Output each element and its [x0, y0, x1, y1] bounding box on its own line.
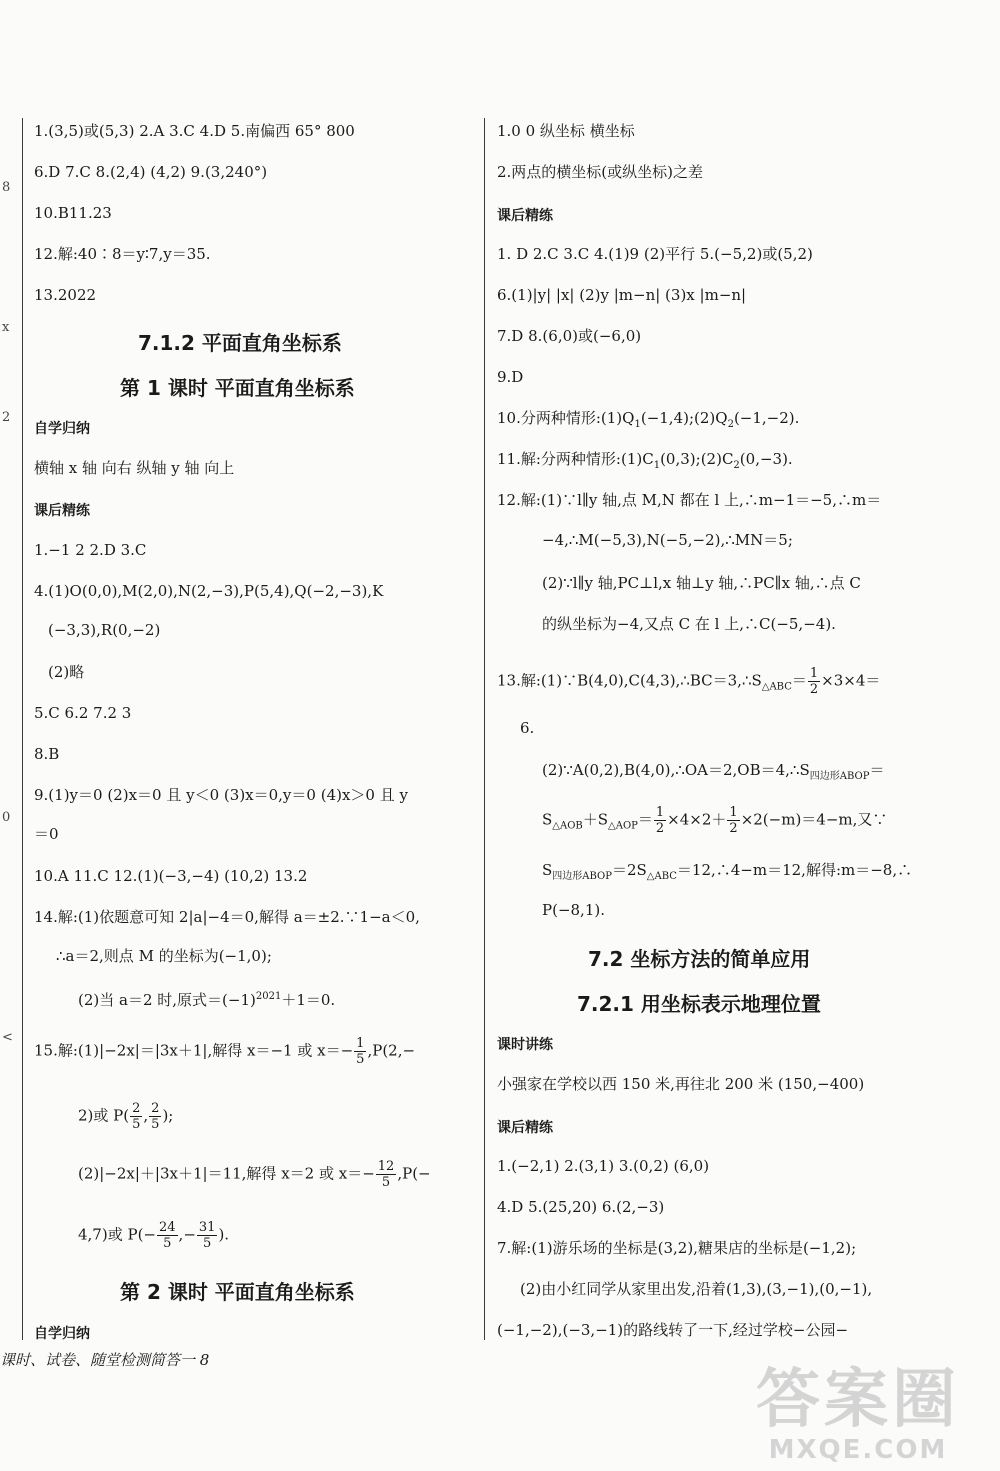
answer-line: 2.两点的横坐标(或纵坐标)之差: [497, 163, 704, 181]
numerator: 1: [655, 805, 665, 820]
text: (−1,−2).: [733, 409, 800, 427]
answer-line: [78, 987, 335, 1010]
denominator: 5: [203, 1236, 212, 1251]
answer-line: ＝0: [34, 825, 59, 843]
watermark: [756, 1365, 960, 1465]
column-divider: [484, 118, 485, 1340]
text: 11.解:分两种情形:(1)C: [497, 450, 654, 468]
text: 13.解:(1)∵B(4,0),C(4,3),∴BC＝3,∴S: [497, 671, 762, 690]
answer-line: 的纵坐标为−4,又点 C 在 l 上,∴C(−5,−4).: [542, 615, 836, 633]
subscript: △AOP: [608, 820, 638, 832]
subsection-label: 课时讲练: [497, 1037, 553, 1053]
section-heading: 7.1.2 平面直角坐标系: [138, 331, 342, 355]
answer-line: 4.(1)O(0,0),M(2,0),N(2,−3),P(5,4),Q(−2,−3),K: [34, 582, 384, 600]
answer-line: (2)由小红同学从家里出发,沿着(1,3),(3,−1),(0,−1),: [520, 1280, 873, 1298]
answer-line: (−3,3),R(0,−2): [48, 621, 161, 639]
edge-fragment: 2: [2, 410, 11, 425]
answer-line: [542, 805, 887, 837]
answer-line: 1.(3,5)或(5,3) 2.A 3.C 4.D 5.南偏西 65° 800: [34, 122, 355, 140]
answer-line: 4.D 5.(25,20) 6.(2,−3): [497, 1198, 665, 1216]
answer-line: 7.D 8.(6,0)或(−6,0): [497, 327, 642, 345]
subscript: 四边形ABOP: [552, 871, 612, 882]
answer-line: (−1,−2),(−3,−1)的路线转了一下,经过学校−公园−: [497, 1321, 849, 1339]
answer-line: 7.解:(1)游乐场的坐标是(3,2),糖果店的坐标是(−1,2);: [497, 1239, 857, 1257]
fraction: [727, 805, 739, 836]
subscript: 2: [727, 419, 734, 430]
fraction: [197, 1220, 218, 1251]
fraction: [654, 805, 666, 836]
text: ＝2S: [611, 861, 647, 879]
text: ×2(−m)＝4−m,又∵: [740, 810, 888, 829]
numerator: 1: [729, 805, 738, 820]
text: 4,7)或 P(−: [78, 1225, 156, 1244]
answer-line: [78, 1220, 229, 1251]
answer-line: 13.2022: [34, 286, 97, 304]
answer-line: 1.−1 2 2.D 3.C: [34, 541, 147, 559]
text: ＝: [791, 671, 807, 690]
text: S: [542, 861, 553, 879]
answer-line: 9.D: [497, 368, 524, 386]
section-heading: 7.2 坐标方法的简单应用: [588, 947, 811, 971]
text: );: [162, 1106, 174, 1125]
answer-line: 10.A 11.C 12.(1)(−3,−4) (10,2) 13.2: [34, 867, 308, 885]
text: ,−: [178, 1225, 196, 1244]
subsection-label: 课后精练: [34, 503, 90, 519]
text: ＝: [869, 761, 885, 779]
left-margin-rule: [22, 118, 23, 1340]
denominator: 5: [163, 1236, 172, 1251]
answer-line: [497, 666, 880, 698]
answer-line: 12.解:40∶8＝y∶7,y＝35.: [34, 245, 211, 263]
text: ＋S: [582, 810, 609, 829]
answer-line: 6.D 7.C 8.(2,4) (4,2) 9.(3,240°): [34, 163, 268, 181]
numerator: 1: [809, 666, 819, 681]
lesson-heading: 第 1 课时 平面直角坐标系: [120, 376, 355, 400]
text: ,P(2,−: [367, 1041, 416, 1060]
answer-line: [542, 760, 884, 787]
fraction: [157, 1220, 178, 1251]
answer-line: P(−8,1).: [542, 901, 605, 919]
answer-line: 10.B11.23: [34, 204, 112, 222]
subsection-label: 课后精练: [497, 208, 553, 224]
text: (−1,4);(2)Q: [640, 409, 728, 427]
denominator: 5: [132, 1117, 141, 1132]
text: (0,−3).: [739, 450, 793, 468]
edge-fragment: 0: [2, 810, 11, 825]
answer-line: [497, 408, 799, 435]
answer-line: [78, 1101, 173, 1132]
answer-line: ∴a＝2,则点 M 的坐标为(−1,0);: [56, 947, 272, 965]
answer-line: 9.(1)y＝0 (2)x＝0 且 y＜0 (3)x＝0,y＝0 (4)x＞0 且 y: [34, 786, 408, 804]
denominator: 2: [729, 821, 738, 836]
answer-line: 5.C 6.2 7.2 3: [34, 704, 132, 722]
answer-line: 12.解:(1)∵l∥y 轴,点 M,N 都在 l 上,∴m−1＝−5,∴m＝: [497, 491, 882, 509]
text: 10.分两种情形:(1)Q: [497, 409, 635, 427]
denominator: 5: [381, 1175, 391, 1190]
subscript: 1: [634, 419, 641, 430]
answer-line: 1.0 0 纵坐标 横坐标: [497, 122, 635, 140]
subscript: 四边形ABOP: [809, 771, 870, 782]
subsection-label: 自学归纳: [34, 421, 90, 437]
text: 2)或 P(: [78, 1106, 130, 1125]
text: ＋1＝0.: [281, 991, 336, 1009]
subsection-label: 自学归纳: [34, 1326, 90, 1342]
text: ×3×4＝: [821, 671, 881, 690]
text: ,P(−: [397, 1164, 431, 1183]
numerator: 1: [356, 1036, 365, 1051]
text: 15.解:(1)|−2x|＝|3x＋1|,解得 x＝−1 或 x＝−: [34, 1041, 354, 1060]
subscript: △ABC: [646, 871, 677, 882]
text: ×4×2＋: [667, 810, 727, 829]
denominator: 2: [809, 682, 819, 697]
subsection-label: 课后精练: [497, 1120, 553, 1136]
text: (0,3);(2)C: [660, 450, 734, 468]
answer-line: 8.B: [34, 745, 60, 763]
subscript: 2: [733, 460, 740, 471]
answer-line: 横轴 x 轴 向右 纵轴 y 轴 向上: [34, 459, 235, 477]
denominator: 5: [151, 1117, 160, 1132]
fraction: [376, 1159, 397, 1190]
text: ,: [143, 1106, 149, 1125]
answer-line: 1. D 2.C 3.C 4.(1)9 (2)平行 5.(−5,2)或(5,2): [497, 245, 813, 263]
answer-line: 1.(−2,1) 2.(3,1) 3.(0,2) (6,0): [497, 1157, 710, 1175]
text: ).: [218, 1225, 230, 1244]
edge-fragment: 8: [2, 180, 11, 195]
exponent: 2021: [255, 991, 282, 1002]
numerator: 12: [377, 1159, 395, 1174]
fraction: [354, 1036, 366, 1067]
fraction: [130, 1101, 142, 1132]
fraction: [149, 1101, 161, 1132]
answer-line: 6.: [520, 719, 535, 737]
text: ＝12,∴4−m＝12,解得:m＝−8,∴: [676, 861, 913, 879]
text: (2)当 a＝2 时,原式＝(−1): [78, 991, 256, 1009]
answer-line: (2)略: [48, 663, 85, 681]
section-heading: 7.2.1 用坐标表示地理位置: [577, 992, 821, 1016]
answer-line: [497, 449, 793, 476]
lesson-heading: 第 2 课时 平面直角坐标系: [120, 1280, 355, 1304]
edge-fragment: <: [2, 1030, 13, 1045]
subscript: △AOB: [552, 820, 583, 832]
answer-line: 14.解:(1)依题意可知 2|a|−4＝0,解得 a＝±2.∵1−a＜0,: [34, 908, 420, 926]
page-footer: 课时、试卷、随堂检测简答一 8: [0, 1351, 210, 1369]
numerator: 24: [159, 1220, 176, 1235]
subscript: △ABC: [761, 681, 792, 693]
answer-line: [78, 1159, 431, 1190]
numerator: 31: [198, 1220, 216, 1235]
edge-fragment: x: [2, 320, 10, 335]
answer-line: 6.(1)|y| |x| (2)y |m−n| (3)x |m−n|: [497, 286, 747, 304]
answer-line: −4,∴M(−5,3),N(−5,−2),∴MN＝5;: [542, 531, 793, 549]
text: S: [542, 810, 553, 829]
answer-line: [34, 1036, 415, 1067]
numerator: 2: [151, 1101, 160, 1116]
answer-line: [542, 860, 912, 887]
answer-line: 小强家在学校以西 150 米,再往北 200 米 (150,−400): [497, 1075, 865, 1093]
numerator: 2: [132, 1101, 141, 1116]
text: (2)∵A(0,2),B(4,0),∴OA＝2,OB＝4,∴S: [542, 761, 810, 779]
denominator: 2: [655, 821, 665, 836]
answer-line: (2)∵l∥y 轴,PC⊥l,x 轴⊥y 轴,∴PC∥x 轴,∴点 C: [542, 574, 861, 592]
fraction: [808, 666, 820, 697]
denominator: 5: [356, 1052, 365, 1067]
subscript: 1: [653, 460, 661, 471]
watermark-url: MXQE.COM: [768, 1435, 948, 1465]
text: (2)|−2x|＋|3x＋1|＝11,解得 x＝2 或 x＝−: [78, 1164, 375, 1183]
text: ＝: [637, 810, 653, 829]
watermark-logo-text: 答案圈: [756, 1363, 960, 1437]
